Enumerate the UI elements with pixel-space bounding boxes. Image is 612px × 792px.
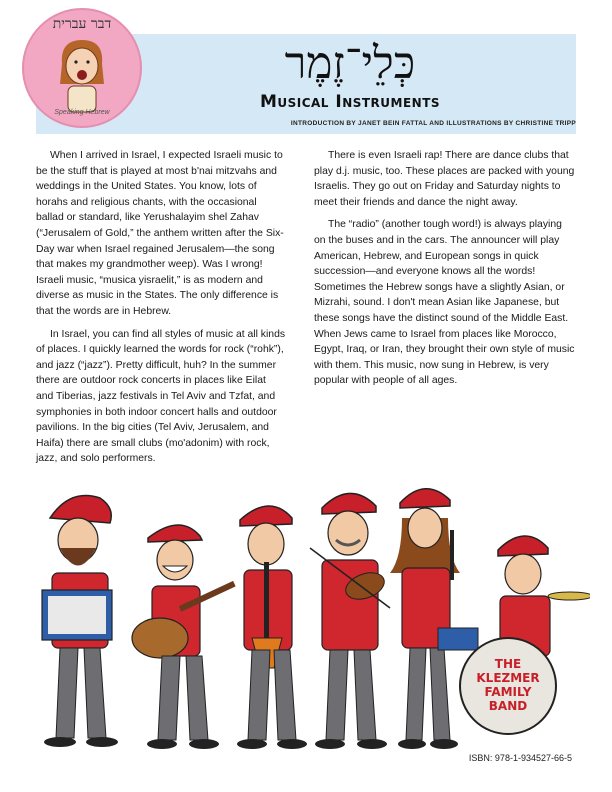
singing-girl-icon	[52, 34, 112, 114]
drum-text-line: KLEZMER	[476, 671, 540, 685]
page-title: Musical Instruments	[259, 92, 441, 112]
drummer-icon	[438, 536, 590, 734]
left-column	[36, 148, 286, 474]
violin-player-icon	[310, 493, 390, 749]
right-column	[314, 148, 576, 396]
accordion-player-icon	[42, 496, 118, 748]
flute-player-icon	[390, 489, 460, 749]
credit-line: INTRODUCTION BY JANET BEIN FATTAL AND ILLUSTRATIONS BY CHRISTINE TRIPP	[290, 120, 576, 127]
drum-text-line: BAND	[488, 699, 528, 713]
speaking-hebrew-badge	[22, 8, 142, 128]
paragraph: In Israel, you can find all styles of music at all kinds of places. I quickly learned the words for rock (“rohk”), and jazz (“jazz”). Pretty difficult, huh? In the summer there are outdoor rock concerts in places like Eilat and Tiberias, jazz festivals in Tel Aviv and Tzfat, and symphonies in both indoor concert halls and outdoor pavilions. In the big cities (Tel Aviv, Jerusalem, and Haifa) there are small clubs (mo'adonim) with rock, jazz, and solo performers.	[36, 328, 286, 465]
klezmer-band-illustration	[30, 478, 590, 778]
badge-caption: Speaking Hebrew	[54, 109, 110, 116]
isbn: ISBN: 978-1-934527-66-5	[468, 753, 572, 763]
hebrew-title: כְּלֵי־זֶמֶר	[284, 38, 416, 89]
guitar-player-icon	[132, 525, 236, 749]
badge-hebrew-text: דבר עברית	[52, 16, 112, 32]
paragraph: The “radio” (another tough word!) is always playing on the buses and in the cars. The announcer will play American, Hebrew, and European songs in quick succession—and everyone knows all the words! Sometimes the Hebrew songs have a slightly Asian, or Mizrahi, sound. I don't mean Asian like Japanese, but these songs have the distinct sound of the Middle East. When Jews came to Israel from places like Morocco, Egypt, Iraq, or Iran, they brought their own style of music with them. This music, now sung in Hebrew, is very popular with people of all ages.	[314, 219, 575, 387]
paragraph: There is even Israeli rap! There are dance clubs that play d.j. music, too. These places are packed with young Israelis. They go out on Friday and Saturday nights to meet their friends and dance the night away.	[314, 150, 575, 208]
drum-text-line: FAMILY	[484, 685, 532, 699]
paragraph: When I arrived in Israel, I expected Israeli music to be the stuff that is played at most b'nai mitzvahs and weddings in the United States. You know, lots of horahs and religious chants, with the occasional ballad or standard, like Yerushalayim shel Zahav (“Jerusalem of Gold,” the anthem written after the Six-Day war when Israel regained Jerusalem—the song that makes my grandmother weep). Was I wrong! Israeli music, “musica yisraelit,” is as modern and diverse as music in the States. The only difference is that the words are in Hebrew.	[36, 150, 284, 317]
clarinet-player-icon	[237, 506, 307, 749]
drum-text-line: THE	[494, 657, 522, 671]
